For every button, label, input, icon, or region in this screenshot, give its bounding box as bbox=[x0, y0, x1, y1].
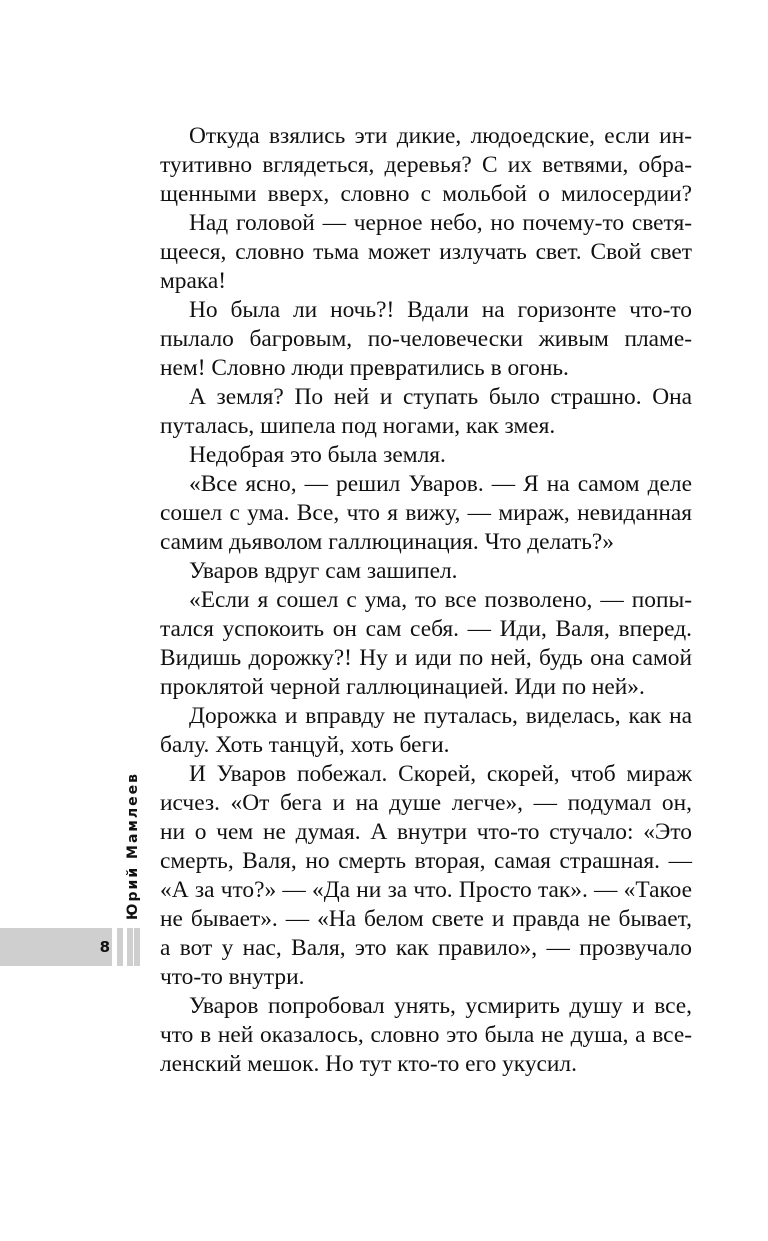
text-line: мрака! bbox=[160, 268, 227, 294]
text-line: Уваров попробовал унять, усмирить душу и все, bbox=[189, 993, 692, 1019]
author-name: Юрий Мамлеев bbox=[125, 772, 141, 920]
text-line: исчез. «От бега и на душе легче», — подумал он, bbox=[160, 790, 692, 816]
text-line: смерть, Валя, но смерть вторая, самая страшная. — bbox=[160, 848, 692, 874]
text-line: Но была ли ночь?! Вдали на горизонте что-то bbox=[189, 297, 692, 323]
text-line: «Если я сошел с ума, то все позволено, — попы- bbox=[189, 587, 692, 613]
text-line: «А за что?» — «Да ни за что. Просто так». — «Такое bbox=[160, 877, 692, 903]
text-line: Уваров вдруг сам зашипел. bbox=[189, 558, 458, 584]
text-line: «Все ясно, — решил Уваров. — Я на самом деле bbox=[189, 471, 692, 497]
text-line: И Уваров побежал. Скорей, скорей, чтоб мираж bbox=[189, 761, 692, 787]
text-line: щееся, словно тьма может излучать свет. Свой свет bbox=[160, 239, 692, 265]
text-line: сошел с ума. Все, что я вижу, — мираж, невиданная bbox=[160, 500, 692, 526]
text-line: а вот у нас, Валя, это как правило», — прозвучало bbox=[160, 935, 692, 961]
text-line: самим дьяволом галлюцинация. Что делать?» bbox=[160, 529, 614, 555]
text-line: щенными вверх, словно с мольбой о милосердии? bbox=[160, 181, 692, 207]
text-line: ленский мешок. Но тут кто-то его укусил. bbox=[160, 1051, 577, 1077]
body-text bbox=[160, 122, 692, 1079]
text-line: что-то внутри. bbox=[160, 964, 305, 990]
text-line: тался успокоить он сам себя. — Иди, Валя, вперед. bbox=[160, 616, 692, 642]
text-line: балу. Хоть танцуй, хоть беги. bbox=[160, 732, 450, 758]
tab-stripe bbox=[117, 928, 123, 966]
tab-stripe bbox=[134, 928, 140, 966]
text-line: Дорожка и вправду не путалась, виделась, как на bbox=[189, 703, 692, 729]
text-line: не бывает». — «На белом свете и правда не бывает, bbox=[160, 906, 692, 932]
tab-stripe bbox=[127, 928, 133, 966]
text-line: Над головой — черное небо, но почему-то светя- bbox=[189, 210, 692, 236]
page-number: 8 bbox=[99, 938, 110, 956]
text-line: путалась, шипела под ногами, как змея. bbox=[160, 413, 556, 439]
text-line: Откуда взялись эти дикие, людоедские, если ин- bbox=[189, 123, 692, 149]
text-line: А земля? По ней и ступать было страшно. Она bbox=[189, 384, 692, 410]
text-line: Недобрая это была земля. bbox=[189, 442, 446, 468]
text-line: туитивно вглядеться, деревья? С их ветвями, обра- bbox=[160, 152, 692, 178]
text-line: нем! Словно люди превратились в огонь. bbox=[160, 355, 569, 381]
text-line: проклятой черной галлюцинацией. Иди по ней». bbox=[160, 674, 645, 700]
text-line: что в ней оказалось, словно это была не душа, а все- bbox=[160, 1022, 692, 1048]
text-line: Видишь дорожку?! Ну и иди по ней, будь она самой bbox=[160, 645, 692, 671]
text-line: пылало багровым, по-человечески живым пламе- bbox=[160, 326, 692, 352]
text-line: ни о чем не думая. А внутри что-то стучало: «Это bbox=[160, 819, 692, 845]
